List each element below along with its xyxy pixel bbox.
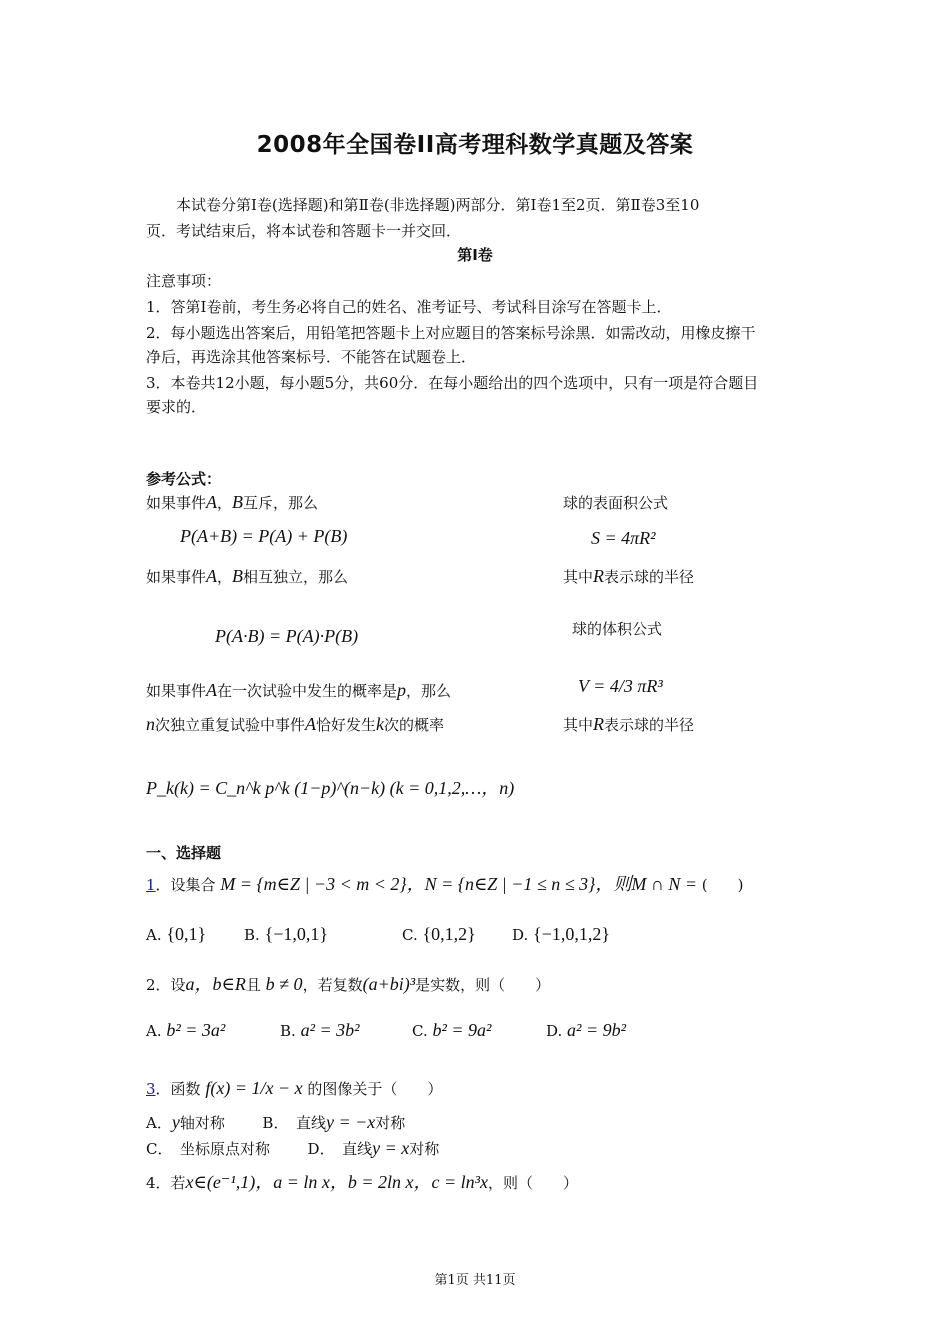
formula-prob-text: 如果事件A在一次试验中发生的概率是p，那么 — [146, 680, 452, 700]
page-title: 2008年全国卷ⅠⅠ高考理科数学真题及答案 — [256, 132, 694, 158]
notes-item3b: 要求的． — [146, 398, 207, 416]
radius-note-2: 其中R表示球的半径 — [563, 714, 695, 734]
sphere-volume-formula: V = 4/3 πR³ — [578, 676, 663, 696]
notes-item1: 1．答第Ⅰ卷前，考生务必将自己的姓名、准考证号、考试科目涂写在答题卡上． — [146, 298, 672, 316]
formula-binomial: P_k(k) = C_n^k p^k (1−p)^(n−k) (k = 0,1,2,…，n) — [146, 778, 515, 798]
formula-indep: P(A·B) = P(A)·P(B) — [215, 626, 359, 646]
q3-options-ab: A．y轴对称 B． 直线y = −x对称 — [146, 1112, 406, 1132]
page-footer: 第1页 共11页 — [434, 1273, 516, 1288]
part1-heading: 第Ⅰ卷 — [457, 246, 493, 264]
sphere-area-label: 球的表面积公式 — [563, 494, 669, 512]
question-1: 1．设集合 M = {m∈Z | −3 < m < 2}，N = {n∈Z | −1 ≤ n ≤ 3}，则M ∩ N = ( ) — [146, 874, 744, 894]
question-3: 3．函数 f(x) = 1/x − x 的图像关于（ ） — [146, 1078, 443, 1098]
q2-option-d: D. a² = 9b² — [546, 1020, 626, 1040]
formula-indep-text: 如果事件A，B相互独立，那么 — [146, 566, 349, 586]
q3-options-cd: C． 坐标原点对称 D． 直线y = x对称 — [146, 1138, 440, 1158]
q1-option-c: C. {0,1,2} — [402, 924, 476, 944]
notes-item3a: 3．本卷共12小题，每小题5分，共60分．在每小题给出的四个选项中，只有一项是符合题目 — [146, 374, 759, 392]
q1-option-b: B. {−1,0,1} — [244, 924, 329, 944]
notes-item2a: 2．每小题选出答案后，用铅笔把答题卡上对应题目的答案标号涂黑．如需改动，用橡皮擦干 — [146, 324, 756, 342]
sphere-volume-label: 球的体积公式 — [572, 620, 663, 638]
q1-option-a: A. {0,1} — [146, 924, 207, 944]
question-2: 2．设a，b∈R且 b ≠ 0，若复数(a+bi)³是实数，则（ ） — [146, 974, 551, 994]
sphere-area-formula: S = 4πR² — [591, 528, 656, 548]
question-4: 4．若x∈(e⁻¹,1)，a = ln x，b = 2ln x，c = ln³x，则（ ） — [146, 1172, 579, 1192]
q2-option-c: C. b² = 9a² — [412, 1020, 492, 1040]
q2-option-a: A. b² = 3a² — [146, 1020, 226, 1040]
intro-line2: 页．考试结束后，将本试卷和答题卡一并交回． — [146, 222, 462, 240]
section-choice-heading: 一、选择题 — [146, 844, 222, 862]
formula-mutex-text: 如果事件A，B互斥，那么 — [146, 492, 319, 512]
question-1-number[interactable]: 1 — [146, 876, 156, 894]
formulas-heading: 参考公式： — [146, 470, 222, 488]
notes-heading: 注意事项： — [146, 272, 222, 290]
question-3-number[interactable]: 3 — [146, 1080, 156, 1098]
q2-option-b: B. a² = 3b² — [280, 1020, 360, 1040]
intro-line1: 本试卷分第Ⅰ卷(选择题)和第Ⅱ卷(非选择题)两部分．第Ⅰ卷1至2页．第Ⅱ卷3至10 — [176, 196, 700, 214]
q1-option-d: D. {−1,0,1,2} — [512, 924, 610, 944]
notes-item2b: 净后，再选涂其他答案标号．不能答在试题卷上． — [146, 348, 477, 366]
formula-mutex: P(A+B) = P(A) + P(B) — [180, 526, 348, 546]
radius-note-1: 其中R表示球的半径 — [563, 566, 695, 586]
formula-repeat-text: n次独立重复试验中事件A恰好发生k次的概率 — [146, 714, 445, 734]
